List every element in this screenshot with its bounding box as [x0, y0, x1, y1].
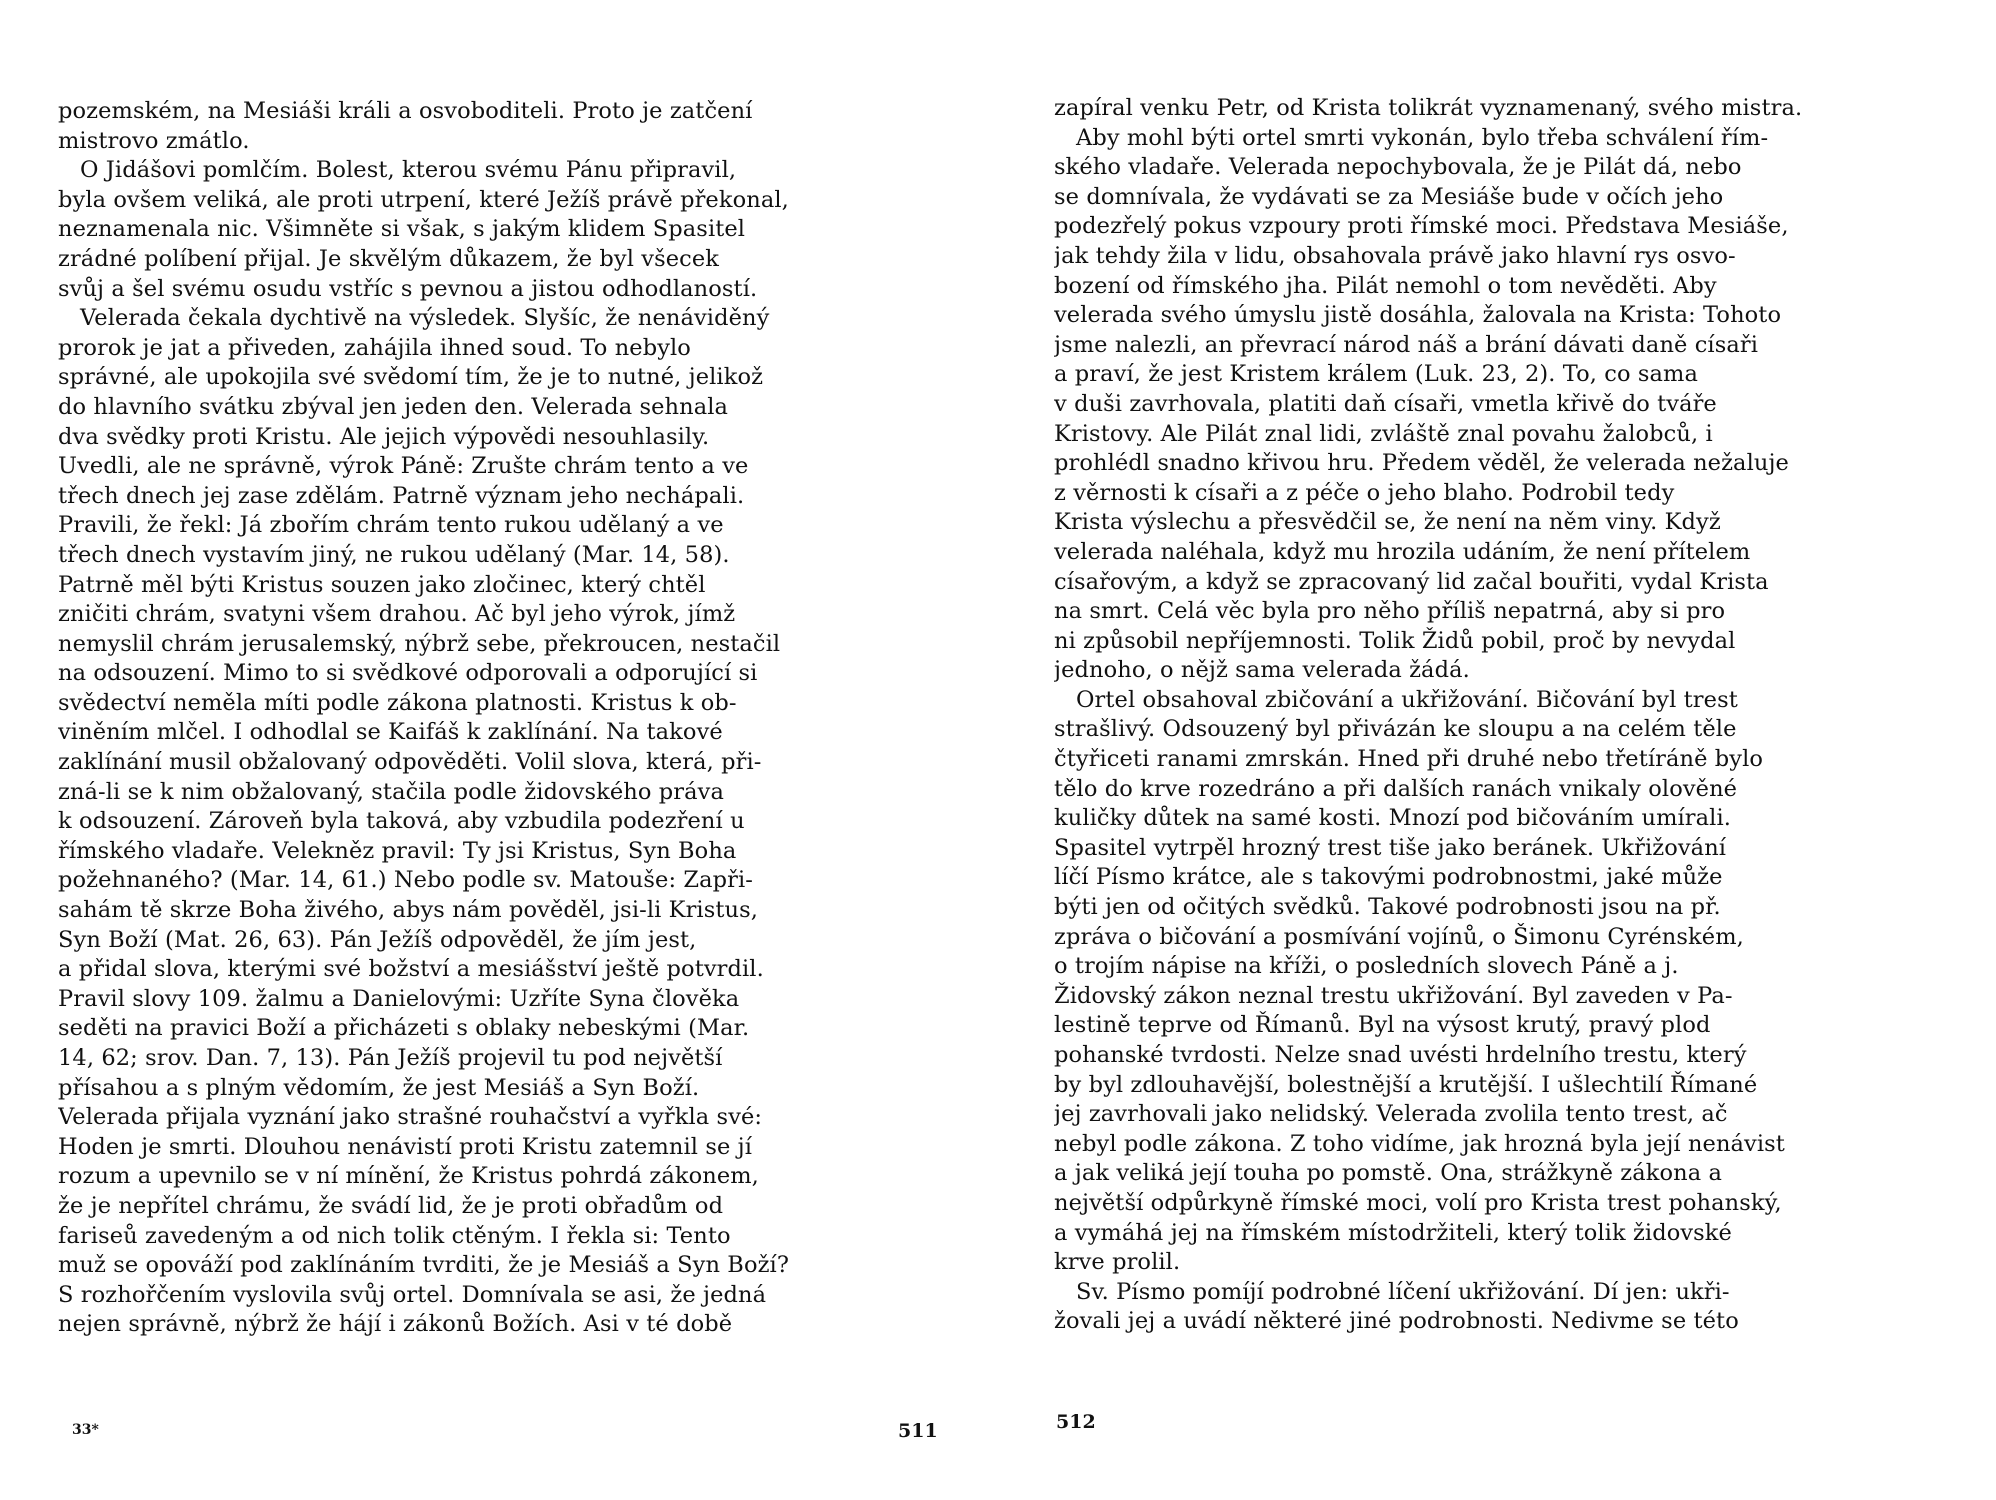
text-line: a vymáhá jej na římském místodržiteli, který tolik židovské	[1054, 1219, 1732, 1246]
text-line: muž se opováží pod zaklínáním tvrditi, že je Mesiáš a Syn Boží?	[58, 1252, 790, 1279]
page-number-left: 511	[898, 1420, 938, 1442]
text-line: podezřelý pokus vzpoury proti římské moci. Představa Mesiáše,	[1054, 213, 1789, 240]
text-line: pozemském, na Mesiáši králi a osvoboditeli. Proto je zatčení	[58, 98, 753, 124]
text-line: jednoho, o nějž sama velerada žádá.	[1054, 657, 1470, 684]
text-line: S rozhořčením vyslovila svůj ortel. Domnívala se asi, že jedná	[58, 1281, 767, 1308]
text-line: o trojím nápise na kříži, o posledních slovech Páně a j.	[1054, 953, 1679, 980]
text-line: ského vladaře. Velerada nepochybovala, že je Pilát dá, nebo	[1054, 154, 1742, 181]
text-line: Patrně měl býti Kristus souzen jako zločinec, který chtěl	[58, 571, 706, 598]
text-line: Aby mohl býti ortel smrti vykonán, bylo třeba schválení řím-	[1076, 124, 1769, 151]
text-line: se domnívala, že vydávati se za Mesiáše bude v očích jeho	[1054, 183, 1724, 210]
text-line: císařovým, a když se zpracovaný lid začal bouřiti, vydal Krista	[1054, 568, 1769, 595]
text-line: třech dnech vystavím jiný, ne rukou udělaný (Mar. 14, 58).	[58, 541, 730, 568]
text-line: Sv. Písmo pomíjí podrobné líčení ukřižování. Dí jen: ukři-	[1076, 1278, 1730, 1305]
text-line: zpráva o bičování a posmívání vojínů, o Šimonu Cyrénském,	[1054, 923, 1744, 950]
text-line: neznamenala nic. Všimněte si však, s jakým klidem Spasitel	[58, 216, 746, 243]
text-line: zaklínání musil obžalovaný odpověděti. Volil slova, která, při-	[58, 749, 762, 776]
text-line: velerada svého úmyslu jistě dosáhla, žalovala na Krista: Tohoto	[1054, 302, 1782, 329]
text-line: jej zavrhovali jako nelidský. Velerada zvolila tento trest, ač	[1054, 1101, 1728, 1128]
text-line: z věrnosti k císaři a z péče o jeho blaho. Podrobil tedy	[1054, 479, 1675, 506]
text-line: Kristovy. Ale Pilát znal lidi, zvláště znal povahu žalobců, i	[1054, 420, 1713, 447]
text-line: a praví, že jest Kristem králem (Luk. 23, 2). To, co sama	[1054, 361, 1698, 388]
right-page	[998, 0, 1996, 1500]
text-line: mistrovo zmátlo.	[58, 127, 250, 154]
text-line: byla ovšem veliká, ale proti utrpení, které Ježíš právě překonal,	[58, 186, 789, 213]
text-line: zná-li se k nim obžalovaný, stačila podle židovského práva	[58, 778, 724, 805]
text-line: bození od římského jha. Pilát nemohl o tom nevěděti. Aby	[1054, 272, 1717, 299]
text-line: velerada naléhala, když mu hrozila udáním, že není přítelem	[1054, 538, 1751, 565]
text-line: O Jidášovi pomlčím. Bolest, kterou svému Pánu připravil,	[80, 157, 737, 184]
text-line: Pravil slovy 109. žalmu a Danielovými: Uzříte Syna člověka	[58, 985, 740, 1012]
text-line: čtyřiceti ranami zmrskán. Hned při druhé nebo třetíráně bylo	[1054, 746, 1764, 773]
text-line: rozum a upevnilo se v ní mínění, že Kristus pohrdá zákonem,	[58, 1163, 759, 1190]
text-line: přísahou a s plným vědomím, že jest Mesiáš a Syn Boží.	[58, 1074, 700, 1101]
text-line: nebyl podle zákona. Z toho vidíme, jak hrozná byla její nenávist	[1054, 1130, 1785, 1157]
text-line: Ortel obsahoval zbičování a ukřižování. Bičování byl trest	[1076, 686, 1738, 713]
text-line: fariseů zavedeným a od nich tolik ctěným. I řekla si: Tento	[58, 1222, 731, 1249]
text-line: líčí Písmo krátce, ale s takovými podrobnostmi, jaké může	[1054, 864, 1723, 891]
text-line: nejen správně, nýbrž že hájí i zákonů Božích. Asi v té době	[58, 1311, 733, 1338]
text-line: žovali jej a uvádí některé jiné podrobnosti. Nedivme se této	[1054, 1308, 1739, 1335]
right-page-text	[1054, 94, 1940, 1337]
text-line: k odsouzení. Zároveň byla taková, aby vzbudila podezření u	[58, 808, 745, 835]
text-line: svědectví neměla míti podle zákona platnosti. Kristus k ob-	[58, 689, 737, 716]
text-line: Velerada čekala dychtivě na výsledek. Slyšíc, že nenáviděný	[80, 305, 770, 332]
text-line: na odsouzení. Mimo to si svědkové odporovali a odporující si	[58, 660, 758, 687]
text-line: prohlédl snadno křivou hru. Předem věděl, že velerada nežaluje	[1054, 450, 1789, 477]
text-line: býti jen od očitých svědků. Takové podrobnosti jsou na př.	[1054, 894, 1721, 921]
text-line: v duši zavrhovala, platiti daň císaři, vmetla křivě do tváře	[1054, 390, 1717, 417]
text-line: kuličky důtek na samé kosti. Mnozí pod bičováním umírali.	[1054, 805, 1732, 832]
text-line: ni způsobil nepříjemnosti. Tolik Židů pobil, proč by nevydal	[1054, 627, 1736, 654]
text-line: krve prolil.	[1054, 1249, 1181, 1276]
text-line: prorok je jat a přiveden, zahájila ihned soud. To nebylo	[58, 334, 691, 361]
text-line: lestině teprve od Římanů. Byl na výsost krutý, pravý plod	[1054, 1012, 1711, 1039]
page-number-right: 512	[1056, 1411, 1096, 1433]
text-line: Spasitel vytrpěl hrozný trest tiše jako beránek. Ukřižování	[1054, 834, 1727, 861]
text-line: Syn Boží (Mat. 26, 63). Pán Ježíš odpověděl, že jím jest,	[58, 926, 697, 953]
text-line: dva svědky proti Kristu. Ale jejich výpovědi nesouhlasily.	[58, 423, 710, 450]
text-line: Velerada přijala vyznání jako strašné rouhačství a vyřkla své:	[58, 1104, 763, 1131]
left-page-text	[58, 97, 934, 1340]
text-line: sahám tě skrze Boha živého, abys nám pověděl, jsi-li Kristus,	[58, 897, 758, 924]
text-line: a přidal slova, kterými své božství a mesiášství ještě potvrdil.	[58, 956, 764, 983]
text-line: že je nepřítel chrámu, že svádí lid, že je proti obřadům od	[58, 1192, 724, 1219]
text-line: římského vladaře. Velekněz pravil: Ty jsi Kristus, Syn Boha	[58, 837, 737, 864]
text-line: největší odpůrkyně římské moci, volí pro Krista trest pohanský,	[1054, 1189, 1782, 1216]
text-line: na smrt. Celá věc byla pro něho příliš nepatrná, aby si pro	[1054, 598, 1726, 625]
text-line: správné, ale upokojila své svědomí tím, že je to nutné, jelikož	[58, 364, 764, 391]
text-line: Židovský zákon neznal trestu ukřižování. Byl zaveden v Pa-	[1054, 982, 1733, 1009]
text-line: svůj a šel svému osudu vstříc s pevnou a jistou odhodlaností.	[58, 275, 758, 302]
text-line: a jak veliká její touha po pomstě. Ona, strážkyně zákona a	[1054, 1160, 1723, 1187]
text-line: požehnaného? (Mar. 14, 61.) Nebo podle sv. Matouše: Zapři-	[58, 867, 753, 894]
text-line: by byl zdlouhavější, bolestnější a krutější. I ušlechtilí Římané	[1054, 1071, 1758, 1098]
text-line: třech dnech jej zase zdělám. Patrně význam jeho nechápali.	[58, 482, 745, 509]
text-line: Hoden je smrti. Dlouhou nenávistí proti Kristu zatemnil se jí	[58, 1133, 753, 1160]
signature-mark: 33*	[72, 1422, 99, 1438]
text-line: Uvedli, ale ne správně, výrok Páně: Zrušte chrám tento a ve	[58, 453, 749, 480]
text-line: strašlivý. Odsouzený byl přivázán ke sloupu a na celém těle	[1054, 716, 1737, 743]
text-line: pohanské tvrdosti. Nelze snad uvésti hrdelního trestu, který	[1054, 1042, 1747, 1068]
text-line: do hlavního svátku zbýval jen jeden den. Velerada sehnala	[58, 393, 729, 420]
text-line: tělo do krve rozedráno a při dalších ranách vnikaly olověné	[1054, 775, 1738, 802]
text-line: Krista výslechu a přesvědčil se, že není na něm viny. Když	[1054, 509, 1721, 536]
text-line: zapíral venku Petr, od Krista tolikrát vyznamenaný, svého mistra.	[1054, 95, 1803, 121]
text-line: seděti na pravici Boží a přicházeti s oblaky nebeskými (Mar.	[58, 1015, 750, 1042]
text-line: zničiti chrám, svatyni všem drahou. Ač byl jeho výrok, jímž	[58, 601, 736, 628]
text-line: jak tehdy žila v lidu, obsahovala právě jako hlavní rys osvo-	[1054, 242, 1736, 269]
text-line: viněním mlčel. I odhodlal se Kaifáš k zaklínání. Na takové	[58, 719, 723, 746]
text-line: zrádné políbení přijal. Je skvělým důkazem, že byl všecek	[58, 245, 719, 272]
text-line: jsme nalezli, an převrací národ náš a brání dávati daně císaři	[1054, 331, 1759, 358]
text-line: 14, 62; srov. Dan. 7, 13). Pán Ježíš projevil tu pod největší	[58, 1045, 723, 1071]
text-line: nemyslil chrám jerusalemský, nýbrž sebe, překroucen, nestačil	[58, 630, 781, 657]
text-line: Pravili, že řekl: Já zbořím chrám tento rukou udělaný a ve	[58, 512, 724, 539]
